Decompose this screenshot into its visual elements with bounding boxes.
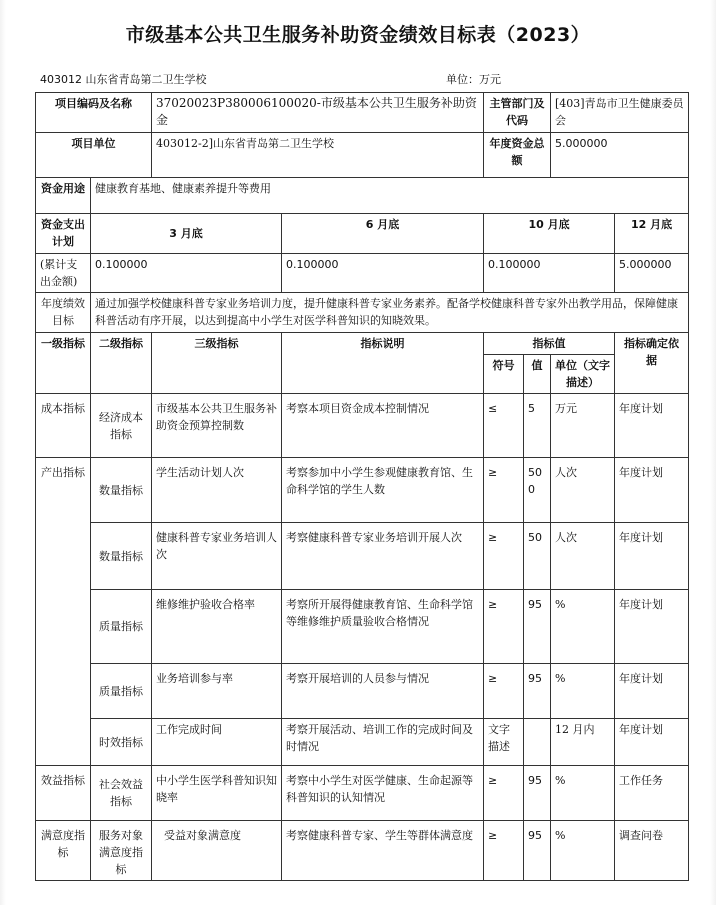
indicator-l2: 质量指标 bbox=[91, 590, 152, 664]
indicator-symbol: ≤ bbox=[484, 394, 524, 458]
group-benefit: 效益指标 bbox=[36, 766, 91, 821]
indicator-value: 95 bbox=[524, 821, 551, 881]
usage-label: 资金用途 bbox=[36, 178, 91, 214]
header-symbol: 符号 bbox=[484, 355, 524, 394]
project-unit-label: 项目单位 bbox=[36, 133, 152, 178]
total-value: 5.000000 bbox=[551, 133, 689, 178]
row-project-code bbox=[36, 93, 689, 133]
indicator-l2: 社会效益指标 bbox=[91, 766, 152, 821]
indicator-row bbox=[36, 821, 689, 881]
row-project-unit bbox=[36, 133, 689, 178]
indicator-desc: 考察开展活动、培训工作的完成时间及时情况 bbox=[282, 719, 484, 766]
indicator-l3: 受益对象满意度 bbox=[152, 821, 282, 881]
indicator-symbol: ≥ bbox=[484, 523, 524, 590]
indicator-symbol: ≥ bbox=[484, 766, 524, 821]
value-month-6: 0.100000 bbox=[282, 254, 484, 293]
indicator-unit: 万元 bbox=[551, 394, 615, 458]
indicator-l3: 工作完成时间 bbox=[152, 719, 282, 766]
indicator-row bbox=[36, 766, 689, 821]
indicator-row bbox=[36, 590, 689, 664]
indicator-l3: 学生活动计划人次 bbox=[152, 458, 282, 523]
indicator-row bbox=[36, 719, 689, 766]
indicator-l3: 市级基本公共卫生服务补助资金预算控制数 bbox=[152, 394, 282, 458]
indicator-l2: 时效指标 bbox=[91, 719, 152, 766]
indicator-value: 5 bbox=[524, 394, 551, 458]
header-level1: 一级指标 bbox=[36, 333, 91, 394]
indicator-basis: 年度计划 bbox=[615, 719, 689, 766]
indicator-value: 95 bbox=[524, 766, 551, 821]
indicator-symbol: ≥ bbox=[484, 590, 524, 664]
indicator-unit: % bbox=[551, 821, 615, 881]
goal-label: 年度绩效目标 bbox=[36, 293, 91, 333]
indicator-basis: 年度计划 bbox=[615, 523, 689, 590]
header-value-group: 指标值 bbox=[484, 333, 615, 355]
indicator-l2: 服务对象满意度指标 bbox=[91, 821, 152, 881]
indicator-row bbox=[36, 394, 689, 458]
dept-label: 主管部门及代码 bbox=[484, 93, 551, 133]
cumulative-label: (累计支出金额) bbox=[36, 254, 91, 293]
page-title: 市级基本公共卫生服务补助资金绩效目标表（2023） bbox=[125, 24, 591, 46]
month-12: 12 月底 bbox=[615, 214, 689, 254]
indicator-l3: 业务培训参与率 bbox=[152, 664, 282, 719]
indicator-l2: 数量指标 bbox=[91, 458, 152, 523]
indicator-symbol: ≥ bbox=[484, 664, 524, 719]
unit-line: 单位：万元 bbox=[446, 73, 501, 86]
indicator-unit: 12 月内 bbox=[551, 719, 615, 766]
row-indicator-header-1 bbox=[36, 333, 689, 355]
indicator-value bbox=[524, 719, 551, 766]
indicator-unit: % bbox=[551, 664, 615, 719]
group-output: 产出指标 bbox=[36, 458, 91, 766]
month-6: 6 月底 bbox=[282, 214, 484, 254]
indicator-row bbox=[36, 458, 689, 523]
indicator-l2: 数量指标 bbox=[91, 523, 152, 590]
org-line: 403012 山东省青岛第二卫生学校 bbox=[40, 73, 207, 86]
goal-value: 通过加强学校健康科普专家业务培训力度，提升健康科普专家业务素养。配备学校健康科普专家外出教学用品，保障健康科普活动有序开展，以达到提高中小学生对医学科普知识的知晓效果。 bbox=[91, 293, 689, 333]
page-edge-right bbox=[710, 0, 716, 905]
group-satisfaction: 满意度指标 bbox=[36, 821, 91, 881]
header-value: 值 bbox=[524, 355, 551, 394]
performance-table bbox=[35, 92, 689, 881]
row-plan-values bbox=[36, 254, 689, 293]
indicator-value: 500 bbox=[524, 458, 551, 523]
indicator-desc: 考察中小学生对医学健康、生命起源等科普知识的认知情况 bbox=[282, 766, 484, 821]
page-edge-left bbox=[0, 0, 6, 905]
indicator-l3: 中小学生医学科普知识知晓率 bbox=[152, 766, 282, 821]
indicator-l3: 健康科普专家业务培训人次 bbox=[152, 523, 282, 590]
group-cost: 成本指标 bbox=[36, 394, 91, 458]
row-plan-months bbox=[36, 214, 689, 254]
header-level3: 三级指标 bbox=[152, 333, 282, 394]
plan-label: 资金支出计划 bbox=[36, 214, 91, 254]
indicator-desc: 考察本项目资金成本控制情况 bbox=[282, 394, 484, 458]
indicator-unit: % bbox=[551, 766, 615, 821]
indicator-row bbox=[36, 523, 689, 590]
value-month-3: 0.100000 bbox=[91, 254, 282, 293]
indicator-unit: 人次 bbox=[551, 523, 615, 590]
indicator-value: 95 bbox=[524, 590, 551, 664]
indicator-basis: 年度计划 bbox=[615, 590, 689, 664]
month-10: 10 月底 bbox=[484, 214, 615, 254]
project-code-label: 项目编码及名称 bbox=[36, 93, 152, 133]
indicator-basis: 工作任务 bbox=[615, 766, 689, 821]
indicator-symbol: ≥ bbox=[484, 821, 524, 881]
indicator-desc: 考察参加中小学生参观健康教育馆、生命科学馆的学生人数 bbox=[282, 458, 484, 523]
month-3: 3 月底 bbox=[91, 214, 282, 254]
indicator-basis: 年度计划 bbox=[615, 394, 689, 458]
indicator-basis: 年度计划 bbox=[615, 664, 689, 719]
value-month-10: 0.100000 bbox=[484, 254, 615, 293]
indicator-l2: 经济成本指标 bbox=[91, 394, 152, 458]
row-goal bbox=[36, 293, 689, 333]
indicator-desc: 考察健康科普专家业务培训开展人次 bbox=[282, 523, 484, 590]
indicator-symbol: 文字描述 bbox=[484, 719, 524, 766]
header-desc: 指标说明 bbox=[282, 333, 484, 394]
indicator-desc: 考察所开展得健康教育馆、生命科学馆等维修维护质量验收合格情况 bbox=[282, 590, 484, 664]
total-label: 年度资金总额 bbox=[484, 133, 551, 178]
dept-value: [403]青岛市卫生健康委员会 bbox=[551, 93, 689, 133]
header-unit: 单位（文字描述） bbox=[551, 355, 615, 394]
indicator-unit: % bbox=[551, 590, 615, 664]
usage-value: 健康教育基地、健康素养提升等费用 bbox=[91, 178, 689, 214]
header-level2: 二级指标 bbox=[91, 333, 152, 394]
project-unit-value: 403012-2]山东省青岛第二卫生学校 bbox=[152, 133, 484, 178]
indicator-desc: 考察健康科普专家、学生等群体满意度 bbox=[282, 821, 484, 881]
indicator-unit: 人次 bbox=[551, 458, 615, 523]
project-code-value: 37020023P380006100020-市级基本公共卫生服务补助资金 bbox=[152, 93, 484, 133]
indicator-l2: 质量指标 bbox=[91, 664, 152, 719]
value-month-12: 5.000000 bbox=[615, 254, 689, 293]
indicator-row bbox=[36, 664, 689, 719]
indicator-basis: 年度计划 bbox=[615, 458, 689, 523]
row-usage bbox=[36, 178, 689, 214]
indicator-value: 95 bbox=[524, 664, 551, 719]
indicator-symbol: ≥ bbox=[484, 458, 524, 523]
indicator-desc: 考察开展培训的人员参与情况 bbox=[282, 664, 484, 719]
header-basis: 指标确定依据 bbox=[615, 333, 689, 394]
indicator-value: 50 bbox=[524, 523, 551, 590]
indicator-basis: 调查问卷 bbox=[615, 821, 689, 881]
indicator-l3: 维修维护验收合格率 bbox=[152, 590, 282, 664]
